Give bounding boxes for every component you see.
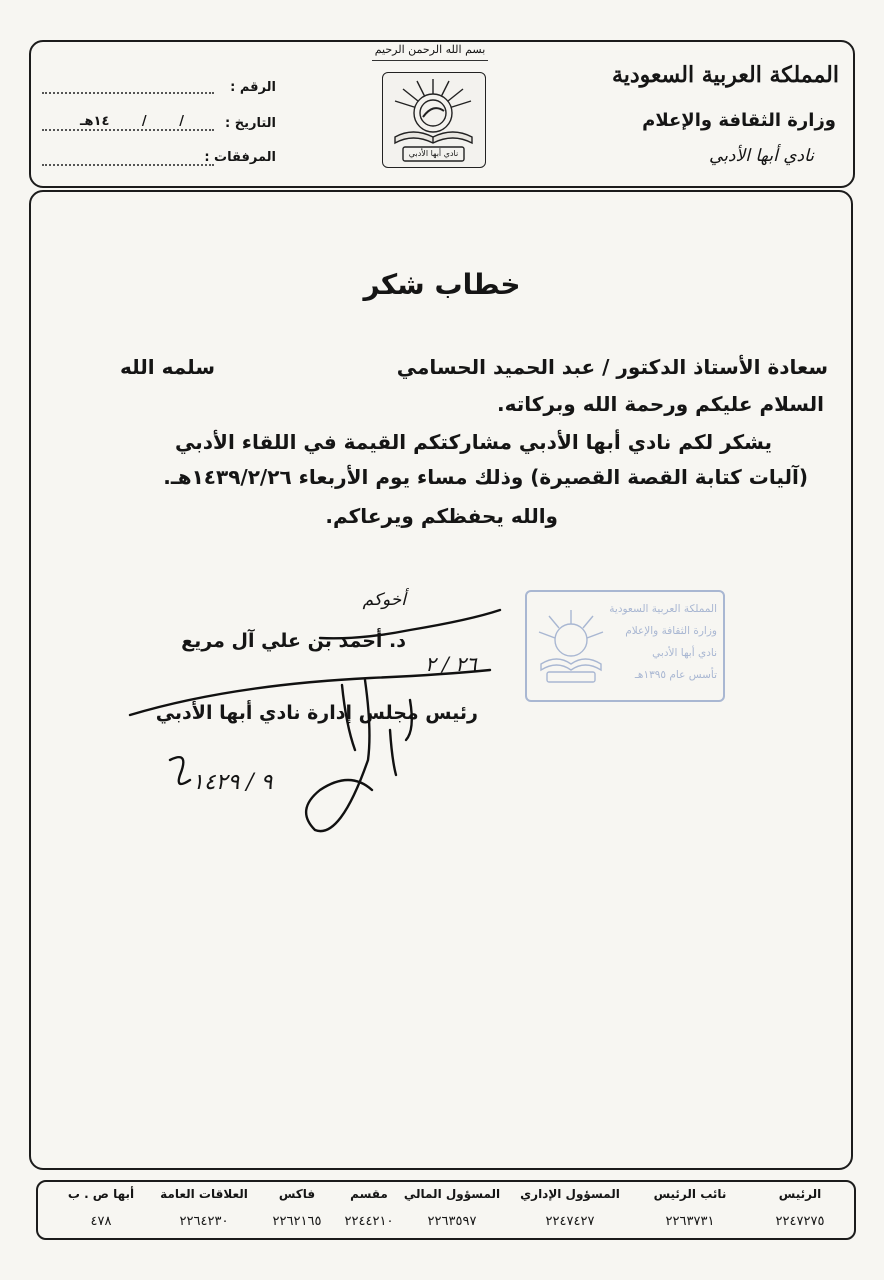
addressee-line: سعادة الأستاذ الدكتور / عبد الحميد الحسامي — [396, 355, 828, 379]
footer-label: مقسم — [350, 1187, 388, 1201]
footer-label: المسؤول المالي — [403, 1187, 501, 1201]
stamp-text — [603, 598, 717, 686]
footer-po-box-number: ٤٧٨ — [90, 1214, 112, 1229]
emblem-caption: نادي أبها الأدبي — [408, 149, 459, 158]
greeting-line: السلام عليكم ورحمة الله وبركاته. — [496, 392, 824, 416]
club-name: نادي أبها الأدبي — [709, 146, 814, 166]
footer-column-vice-president — [648, 1187, 732, 1229]
reference-number-line — [42, 92, 214, 94]
date-placeholder: / / ١٤هـ — [80, 114, 184, 129]
body-paragraph-line-2: (آليات كتابة القصة القصيرة) وذلك مساء يوم الأربعاء ١٤٣٩/٢/٢٦هـ. — [163, 465, 808, 489]
kingdom-title: المملكة العربية السعودية — [611, 62, 839, 88]
stamp-line: نادي أبها الأدبي — [652, 647, 717, 659]
footer-column-switchboard — [336, 1187, 402, 1229]
footer-label: العلاقات العامة — [160, 1187, 248, 1201]
footer-phone: ٢٢٦٣٧٣١ — [665, 1214, 715, 1229]
footer-column-fax — [262, 1187, 332, 1229]
footer-column-president — [758, 1187, 842, 1229]
salutation-end: سلمه الله — [120, 355, 215, 379]
reference-number-label: الرقم : — [230, 80, 276, 95]
signer-name: د. أحمد بن علي آل مريع — [181, 630, 406, 652]
signer-title: رئيس مجلس إدارة نادي أبها الأدبي — [155, 702, 478, 724]
footer-phone: ٢٢٤٤٢١٠ — [344, 1214, 394, 1229]
stamp-line: المملكة العربية السعودية — [609, 603, 717, 615]
stamp-line: وزارة الثقافة والإعلام — [625, 625, 717, 637]
footer-column-finance — [402, 1187, 502, 1229]
handwritten-date: ٩ / ١٤٢٩ — [192, 770, 273, 795]
stamp-line: تأسس عام ١٣٩٥هـ — [634, 669, 717, 681]
body-paragraph-line-1: يشكر لكم نادي أبها الأدبي مشاركتكم القيمة في اللقاء الأدبي — [175, 430, 772, 454]
closing-line: والله يحفظكم ويرعاكم. — [325, 504, 558, 528]
handwritten-signature — [110, 560, 530, 860]
letter-title: خطاب شكر — [363, 268, 521, 301]
official-stamp — [525, 590, 725, 702]
footer-phone: ٢٢٤٧٤٢٧ — [545, 1214, 595, 1229]
club-emblem-logo — [382, 72, 486, 168]
bismillah: بسم الله الرحمن الرحيم — [372, 40, 488, 61]
handwritten-annotation: ٢٦ / ٢ — [425, 652, 477, 676]
attachments-label: المرفقات : — [204, 150, 276, 165]
footer-phone: ٢٢٦٢١٦٥ — [272, 1214, 322, 1229]
footer-column-po-box — [58, 1187, 144, 1229]
footer-label: أبها ص . ب — [67, 1187, 135, 1201]
footer-phone: ٢٢٦٤٢٣٠ — [179, 1214, 229, 1229]
footer-label: فاكس — [278, 1187, 316, 1201]
footer-column-admin — [516, 1187, 624, 1229]
footer-phone: ٢٢٦٣٥٩٧ — [427, 1214, 477, 1229]
footer-label: المسؤول الإداري — [520, 1187, 620, 1201]
regards-line: أخوكم — [362, 590, 406, 610]
date-label: التاريخ : — [225, 116, 276, 131]
footer-column-public-relations — [150, 1187, 258, 1229]
footer-phone: ٢٢٤٧٢٧٥ — [775, 1214, 825, 1229]
footer-label: الرئيس — [778, 1187, 822, 1201]
footer-label: نائب الرئيس — [653, 1187, 727, 1201]
attachments-line — [42, 164, 214, 166]
stamp-emblem-icon — [533, 606, 609, 684]
date-line — [42, 129, 214, 131]
ministry-name: وزارة الثقافة والإعلام — [642, 110, 836, 131]
